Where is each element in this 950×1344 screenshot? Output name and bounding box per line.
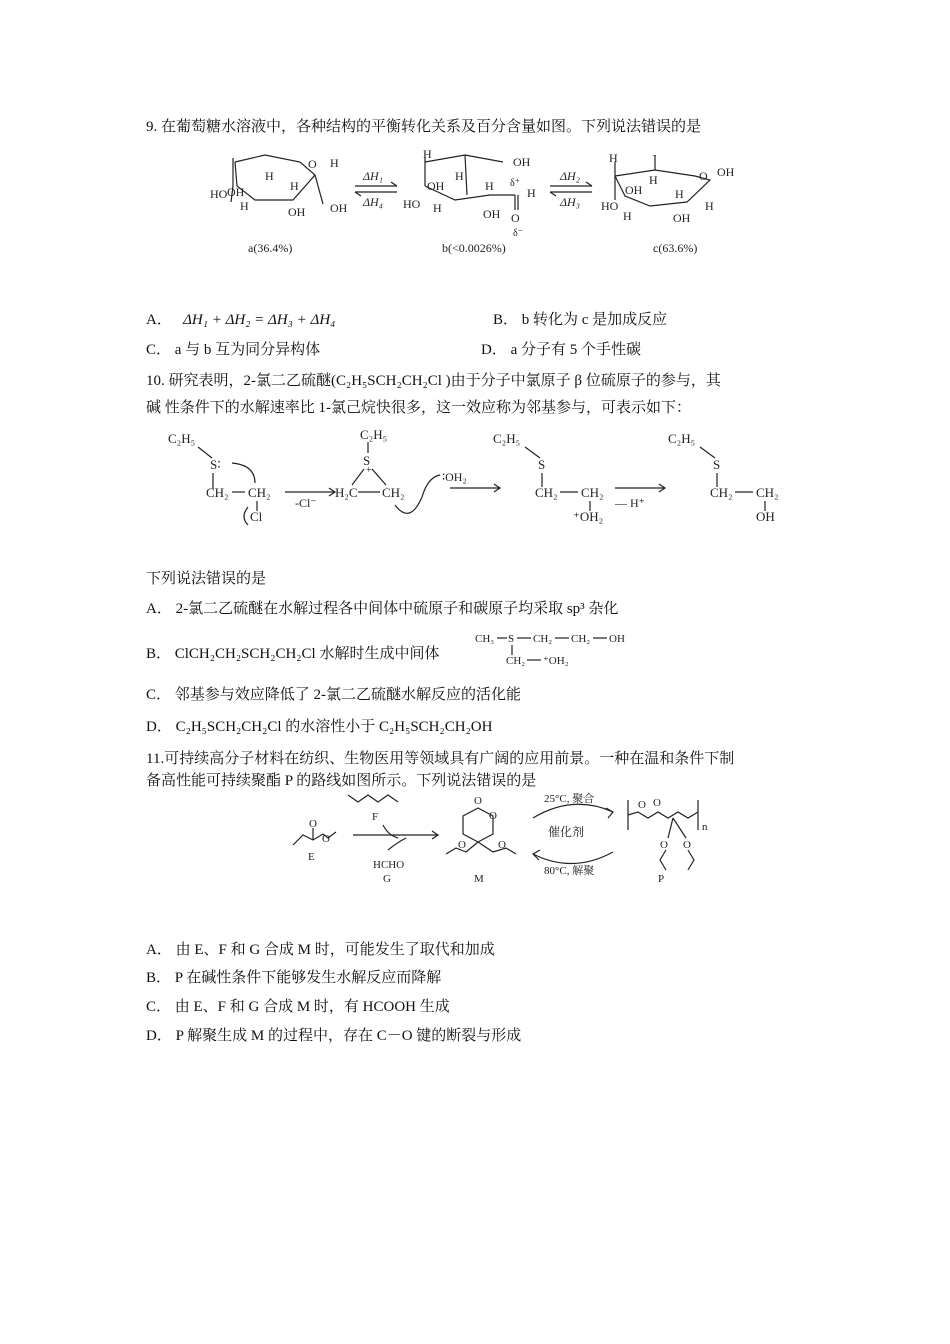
q9-option-c: C． a 与 b 互为同分异构体: [146, 342, 321, 358]
structure-c: [601, 150, 735, 255]
svg-text:C₂H₅: C₂H₅: [493, 431, 521, 446]
svg-text:CH₂: CH₂: [571, 633, 591, 645]
q10-option-b-structure: [475, 628, 645, 668]
svg-text:H: H: [290, 179, 299, 193]
svg-text:CH₂: CH₂: [206, 485, 229, 500]
q9-stem: 9. 在葡萄糖水溶液中，各种结构的平衡转化关系及百分含量如图。下列说法错误的是: [146, 119, 702, 135]
svg-text:O: O: [308, 157, 317, 171]
svg-text:H₂C: H₂C: [335, 485, 358, 500]
q11-option-b: B． P 在碱性条件下能够发生水解反应而降解: [146, 970, 442, 986]
svg-text:O: O: [322, 833, 330, 845]
svg-text:∶OH₂: ∶OH₂: [442, 470, 467, 484]
svg-text:ΔH₃: ΔH₃: [560, 195, 580, 209]
svg-text:O: O: [489, 810, 497, 822]
svg-text:⁺OH₂: ⁺OH₂: [573, 509, 604, 524]
q10-stem-line2: 碱 性条件下的水解速率比 1-氯己烷快很多，这一效应称为邻基参与，可表示如下：: [146, 400, 691, 416]
svg-text:ΔH₄: ΔH₄: [363, 195, 383, 209]
svg-text:CH₂: CH₂: [710, 485, 733, 500]
svg-text:H: H: [455, 169, 464, 183]
svg-text:C₂H₅: C₂H₅: [168, 431, 196, 446]
svg-text:HO: HO: [403, 197, 421, 211]
svg-text:CH₂: CH₂: [535, 485, 558, 500]
label-p: P: [658, 873, 665, 885]
q10-question: 下列说法错误的是: [146, 571, 267, 587]
svg-text:S: S: [538, 457, 546, 472]
svg-text:+: +: [366, 465, 372, 476]
q11-option-c: C． 由 E、F 和 G 合成 M 时，有 HCOOH 生成: [146, 999, 450, 1015]
svg-text:Cl: Cl: [250, 509, 263, 524]
svg-text:-Cl⁻: -Cl⁻: [295, 496, 317, 510]
svg-text:H: H: [527, 186, 536, 200]
svg-text:HCHO: HCHO: [373, 859, 405, 871]
svg-text:S: S: [713, 457, 721, 472]
svg-text:H: H: [240, 199, 249, 213]
svg-text:CH₂: CH₂: [382, 485, 405, 500]
svg-text:OH: OH: [609, 633, 625, 645]
q11-option-a: A． 由 E、F 和 G 合成 M 时，可能发生了取代和加成: [146, 942, 495, 958]
label-b: b(<0.0026%): [442, 241, 506, 255]
svg-text:O: O: [498, 839, 506, 851]
svg-text:δ⁺: δ⁺: [510, 178, 520, 189]
svg-text:OH: OH: [227, 185, 245, 199]
svg-text:CH₂: CH₂: [756, 485, 779, 500]
label-c: c(63.6%): [653, 241, 698, 255]
svg-text:80°C, 解聚: 80°C, 解聚: [544, 865, 595, 877]
structure-a: [210, 155, 348, 255]
q11-stem-line2: 备高性能可持续聚酯 P 的路线如图所示。下列说法错误的是: [146, 773, 537, 789]
q9-option-b: B． b 转化为 c 是加成反应: [493, 312, 668, 328]
svg-text:O: O: [660, 839, 668, 851]
svg-text:H: H: [705, 199, 714, 213]
svg-text:C₂H₅: C₂H₅: [668, 431, 696, 446]
svg-text:CH₂: CH₂: [581, 485, 604, 500]
label-f: F: [372, 811, 379, 823]
svg-text:HO: HO: [210, 187, 228, 201]
svg-text:O: O: [638, 799, 646, 811]
q10-option-a: A． 2-氯二乙硫醚在水解过程各中间体中硫原子和碳原子均采取 sp³ 杂化: [146, 601, 619, 617]
label-g: G: [383, 873, 391, 885]
svg-text:OH: OH: [513, 155, 531, 169]
svg-text:25°C, 聚合: 25°C, 聚合: [544, 793, 595, 805]
svg-text:S∶: S∶: [210, 457, 221, 472]
svg-text:OH: OH: [625, 183, 643, 197]
svg-text:— H⁺: — H⁺: [615, 496, 645, 510]
svg-text:O: O: [699, 169, 708, 183]
q11-route-figure: [288, 790, 748, 890]
structure-b: [403, 147, 536, 255]
q10-option-c: C． 邻基参与效应降低了 2-氯二乙硫醚水解反应的活化能: [146, 687, 522, 703]
svg-text:OH: OH: [756, 509, 775, 524]
svg-text:OH: OH: [717, 165, 735, 179]
svg-text:ΔH₁: ΔH₁: [363, 169, 383, 183]
svg-text:C₂H₅: C₂H₅: [360, 427, 388, 442]
q10-option-d: D． C₂H₅SCH₂CH₂Cl 的水溶性小于 C₂H₅SCH₂CH₂OH: [146, 719, 493, 735]
svg-text:H: H: [649, 173, 658, 187]
q10-mechanism-figure: [160, 425, 800, 535]
svg-text:O: O: [458, 839, 466, 851]
svg-text:⁺OH₂: ⁺OH₂: [543, 655, 569, 667]
svg-text:-: -: [653, 150, 657, 161]
svg-text:H: H: [330, 156, 339, 170]
svg-text:O: O: [309, 818, 317, 830]
svg-text:H: H: [485, 179, 494, 193]
label-m: M: [474, 873, 484, 885]
svg-text:H: H: [423, 147, 432, 161]
svg-text:H: H: [265, 169, 274, 183]
svg-text:S: S: [508, 633, 515, 645]
svg-text:O: O: [683, 839, 691, 851]
label-e: E: [308, 851, 315, 863]
svg-text:ΔH₂: ΔH₂: [560, 169, 580, 183]
svg-text:H: H: [675, 187, 684, 201]
svg-text:O: O: [511, 211, 520, 225]
svg-text:CH₃: CH₃: [475, 633, 495, 645]
q10-stem-line1: 10. 研究表明，2-氯二乙硫醚(C₂H₅SCH₂CH₂Cl )由于分子中氯原子 β 位硫原子的参与，其: [146, 373, 721, 389]
svg-text:O: O: [653, 797, 661, 809]
svg-text:H: H: [623, 209, 632, 223]
q10-option-b: B． ClCH₂CH₂SCH₂CH₂Cl 水解时生成中间体: [146, 646, 440, 662]
q9-option-d: D． a 分子有 5 个手性碳: [481, 342, 641, 358]
q9-option-a: A． ΔH₁ + ΔH₂ = ΔH₃ + ΔH₄: [146, 312, 336, 328]
svg-text:OH: OH: [673, 211, 691, 225]
q9-glucose-figure: [205, 147, 765, 270]
q11-option-d: D． P 解聚生成 M 的过程中，存在 C－O 键的断裂与形成: [146, 1028, 522, 1044]
svg-text:CH₂: CH₂: [533, 633, 553, 645]
svg-text:HO: HO: [601, 199, 619, 213]
svg-text:OH: OH: [330, 201, 348, 215]
svg-text:CH₂: CH₂: [248, 485, 271, 500]
svg-text:OH: OH: [288, 205, 306, 219]
svg-text:OH: OH: [483, 207, 501, 221]
label-a: a(36.4%): [248, 241, 293, 255]
svg-text:S: S: [363, 453, 371, 468]
equilibrium-arrow-1: [355, 169, 397, 209]
svg-text:δ⁻: δ⁻: [513, 228, 523, 239]
q11-stem-line1: 11.可持续高分子材料在纺织、生物医用等领域具有广阔的应用前景。一种在温和条件下制: [146, 751, 735, 767]
svg-text:O: O: [474, 795, 482, 807]
svg-text:催化剂: 催化剂: [548, 825, 585, 839]
svg-text:n: n: [702, 821, 708, 833]
svg-text:H: H: [609, 151, 618, 165]
svg-text:OH: OH: [427, 179, 445, 193]
svg-text:H: H: [433, 201, 442, 215]
equilibrium-arrow-2: [550, 169, 592, 209]
svg-text:CH₂: CH₂: [506, 655, 526, 667]
